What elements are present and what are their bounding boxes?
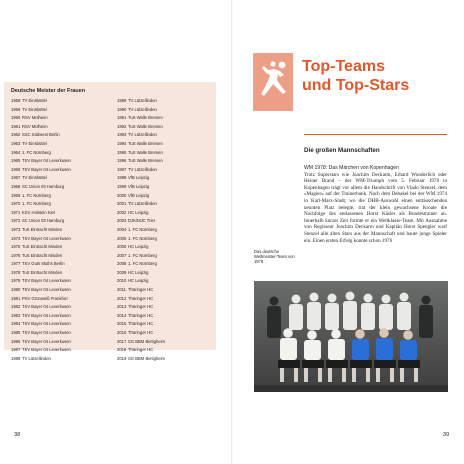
champion-club: 1. FC Nürnberg xyxy=(22,149,51,155)
champion-year: 1980 xyxy=(11,287,21,293)
table-row xyxy=(11,193,71,202)
table-row xyxy=(11,253,71,262)
chapter-heading xyxy=(302,58,409,95)
chapter-heading-line-2: und Top-Stars xyxy=(302,76,410,94)
champions-column-2 xyxy=(117,98,165,364)
table-row xyxy=(117,201,165,210)
champion-year: 1976 xyxy=(11,252,21,258)
table-row xyxy=(11,115,71,124)
champion-year: 2016 xyxy=(117,330,127,336)
champion-year: 2019 xyxy=(117,355,127,361)
champion-club: TV Einsbüttel xyxy=(22,98,47,103)
table-row xyxy=(11,175,71,184)
table-row xyxy=(117,356,165,365)
table-row xyxy=(117,270,165,279)
table-row xyxy=(117,132,165,141)
champion-club: Thüringer HC xyxy=(128,295,154,301)
champion-year: 1967 xyxy=(11,175,21,181)
table-row xyxy=(11,339,71,348)
table-row xyxy=(11,98,71,107)
table-row xyxy=(11,304,71,313)
champion-year: 2007 xyxy=(117,252,127,258)
champion-year: 1978 xyxy=(11,269,21,275)
table-row xyxy=(11,227,71,236)
table-row xyxy=(11,158,71,167)
champion-club: TV Lützellinden xyxy=(128,166,157,172)
photo-caption: Das deutsche Weltmeister-Team von 1978 xyxy=(254,249,295,264)
champion-club: SC Union 03 Hamburg xyxy=(22,218,65,224)
champion-year: 1997 xyxy=(117,166,127,172)
table-row xyxy=(117,330,165,339)
champion-year: 1963 xyxy=(11,140,21,146)
champion-year: 1992 xyxy=(117,123,127,129)
handball-player-icon xyxy=(253,53,293,111)
champion-year: 1982 xyxy=(11,304,21,310)
table-row xyxy=(11,184,71,193)
section-divider xyxy=(304,134,447,135)
champion-club: TV Lützellinden xyxy=(128,201,157,207)
champion-club: TSV Bayer 04 Leverkusen xyxy=(22,312,71,318)
champion-year: 1964 xyxy=(11,149,21,155)
table-row xyxy=(117,115,165,124)
table-row xyxy=(117,98,165,107)
table-row xyxy=(11,330,71,339)
table-row xyxy=(117,193,165,202)
page-number-left: 38 xyxy=(14,432,21,438)
champion-year: 1969 xyxy=(11,192,21,198)
champion-club: 1. FC Nürnberg xyxy=(22,192,51,198)
table-row xyxy=(11,313,71,322)
champion-club: TV Einsbüttel xyxy=(22,140,47,146)
table-row xyxy=(117,227,165,236)
table-row xyxy=(117,236,165,245)
table-row xyxy=(117,107,165,116)
champion-year: 1968 xyxy=(11,183,21,189)
table-row xyxy=(117,287,165,296)
champion-club: TSV Bayer 04 Leverkusen xyxy=(22,235,71,241)
champion-club: HC Leipzig xyxy=(128,244,149,250)
table-row xyxy=(117,296,165,305)
champion-club: TV Lützellinden xyxy=(22,355,51,361)
champion-year: 1983 xyxy=(11,312,21,318)
table-row xyxy=(11,167,71,176)
book-gutter xyxy=(231,0,233,464)
champion-club: SC Union 03 Hamburg xyxy=(22,183,65,189)
champion-year: 1995 xyxy=(117,149,127,155)
champion-club: SSC Südwest Berlin xyxy=(22,132,60,138)
champion-club: HC Leipzig xyxy=(128,278,149,284)
champion-club: SG BBM Bietigheim xyxy=(128,338,166,344)
champion-club: SG BBM Bietigheim xyxy=(128,355,166,361)
champion-year: 1966 xyxy=(11,166,21,172)
champion-year: 1977 xyxy=(11,261,21,267)
champion-year: 1985 xyxy=(11,330,21,336)
champions-table xyxy=(4,82,216,361)
champion-club: PSV Grünweiß Frankfurt xyxy=(22,295,68,301)
champion-year: 1990 xyxy=(117,106,127,112)
table-row xyxy=(117,150,165,159)
champion-year: 1981 xyxy=(11,295,21,301)
table-row xyxy=(117,167,165,176)
table-row xyxy=(117,253,165,262)
champion-year: 2003 xyxy=(117,218,127,224)
section-title: Die großen Mannschaften xyxy=(304,147,380,154)
table-row xyxy=(117,184,165,193)
table-row xyxy=(117,210,165,219)
table-row xyxy=(11,201,71,210)
champion-club: TuS Walle Bremen xyxy=(128,149,163,155)
champion-club: VfB Leipzig xyxy=(128,192,150,198)
champion-club: 1. FC Nürnberg xyxy=(128,261,157,267)
table-row xyxy=(117,158,165,167)
chapter-heading-line-1: Top-Teams xyxy=(302,58,385,75)
champion-year: 1984 xyxy=(11,321,21,327)
champions-column-1 xyxy=(11,98,71,364)
champion-year: 1979 xyxy=(11,278,21,284)
champion-club: VfB Leipzig xyxy=(128,175,150,181)
champion-club: TV Einsbüttel xyxy=(22,106,47,112)
champion-year: 1960 xyxy=(11,115,21,121)
champion-year: 1974 xyxy=(11,235,21,241)
table-row xyxy=(117,244,165,253)
table-row xyxy=(117,141,165,150)
champion-club: RSV Mülheim xyxy=(22,115,48,121)
article-body: Trotz Superstars wie Joachim Deckarm, Erhard Wunderlich oder Heiner Brand – der WM-Triumph vom 5. Februar 1978 in Kopenhagen trägt vor allem die Handschrift von Vlado Stenzel, dem »Magier« auf der Trainerbank. Nach dem Debakel bei der WM 1974 in Karl-Marx-Stadt, wo die DHB-Auswahl einen enttäuschenden neunten Platz belegte, trat der klein gewachsene Kroate die Nachfolge des entlassenen Horst Käsler als Bundestrainer an. Innerhalb kurzer Zeit formte er ein Weltklasse-Team. Mit Ausnahme von Regisseur Joachim Deckarm und Kapitän Horst Spengler warf Stenzel alle alten Stars aus der Mannschaft und baute junge Spieler ein. Einen ersten Erfolg konnte schon 1976 xyxy=(304,171,447,244)
champion-year: 1994 xyxy=(117,140,127,146)
champion-year: 1975 xyxy=(11,244,21,250)
champion-year: 1998 xyxy=(117,175,127,181)
table-row xyxy=(117,124,165,133)
table-row xyxy=(11,150,71,159)
champion-year: 2005 xyxy=(117,235,127,241)
champion-year: 2012 xyxy=(117,295,127,301)
table-row xyxy=(117,321,165,330)
champion-club: Thüringer HC xyxy=(128,330,154,336)
table-row xyxy=(11,236,71,245)
champion-year: 1987 xyxy=(11,347,21,353)
table-row xyxy=(11,107,71,116)
champion-club: TSV Bayer 04 Leverkusen xyxy=(22,278,71,284)
table-row xyxy=(11,321,71,330)
champion-year: 1989 xyxy=(117,98,127,103)
champion-year: 2009 xyxy=(117,269,127,275)
champion-year: 2011 xyxy=(117,287,127,293)
champion-club: DJK/MJC Trier xyxy=(128,218,156,224)
champion-club: TuS Walle Bremen xyxy=(128,115,163,121)
champion-club: Thüringer HC xyxy=(128,321,154,327)
champion-club: TV Lützellinden xyxy=(128,132,157,138)
table-row xyxy=(117,278,165,287)
champion-year: 1993 xyxy=(117,132,127,138)
champion-year: 2001 xyxy=(117,201,127,207)
champion-year: 1988 xyxy=(11,355,21,361)
champion-club: VfB Leipzig xyxy=(128,183,150,189)
champion-club: Thüringer HC xyxy=(128,304,154,310)
table-row xyxy=(117,313,165,322)
champion-year: 1961 xyxy=(11,123,21,129)
champion-year: 2017 xyxy=(117,338,127,344)
table-row xyxy=(11,218,71,227)
champion-year: 2018 xyxy=(117,347,127,353)
table-row xyxy=(117,347,165,356)
champion-club: RSV Mülheim xyxy=(22,123,48,129)
champion-year: 1971 xyxy=(11,209,21,215)
champion-club: TuS Eintracht Minden xyxy=(22,269,63,275)
champion-club: TSV Bayer 04 Leverkusen xyxy=(22,158,71,164)
table-row xyxy=(11,270,71,279)
champion-year: 2010 xyxy=(117,278,127,284)
champion-club: HC Leipzig xyxy=(128,269,149,275)
champion-year: 2000 xyxy=(117,192,127,198)
champion-year: 2006 xyxy=(117,244,127,250)
champion-club: Thüringer HC xyxy=(128,312,154,318)
table-row xyxy=(11,210,71,219)
champion-year: 2013 xyxy=(117,304,127,310)
champion-club: TSV Bayer 04 Leverkusen xyxy=(22,166,71,172)
champion-year: 2002 xyxy=(117,209,127,215)
champion-year: 1965 xyxy=(11,158,21,164)
champion-year: 1972 xyxy=(11,218,21,224)
table-row xyxy=(11,261,71,270)
page-number-right: 39 xyxy=(443,432,450,438)
champion-year: 2014 xyxy=(117,312,127,318)
champion-year: 1970 xyxy=(11,201,21,207)
champion-year: 1986 xyxy=(11,338,21,344)
table-row xyxy=(117,218,165,227)
champion-club: 1. FC Nürnberg xyxy=(128,252,157,258)
champion-year: 1962 xyxy=(11,132,21,138)
table-row xyxy=(11,244,71,253)
champion-club: TSV Bayer 04 Leverkusen xyxy=(22,304,71,310)
article-text xyxy=(304,165,447,244)
champion-club: TSV Bayer 04 Leverkusen xyxy=(22,347,71,353)
champion-club: TuS Walle Bremen xyxy=(128,140,163,146)
champion-club: TV Lützellinden xyxy=(128,98,157,103)
champion-year: 1958 xyxy=(11,98,21,103)
champion-year: 1991 xyxy=(117,115,127,121)
champion-club: Thüringer HC xyxy=(128,347,154,353)
champion-year: 1999 xyxy=(117,183,127,189)
champion-year: 2008 xyxy=(117,261,127,267)
champion-year: 2015 xyxy=(117,321,127,327)
champion-club: TSV Bayer 04 Leverkusen xyxy=(22,287,71,293)
table-row xyxy=(11,278,71,287)
team-photo xyxy=(254,281,448,392)
champion-club: 1. FC Nürnberg xyxy=(128,235,157,241)
champion-club: TuS Walle Bremen xyxy=(128,158,163,164)
table-row xyxy=(11,141,71,150)
table-row xyxy=(11,347,71,356)
champion-year: 2004 xyxy=(117,226,127,232)
champion-club: TuS Eintracht Minden xyxy=(22,226,63,232)
champion-club: TSV Bayer 04 Leverkusen xyxy=(22,330,71,336)
champion-club: 1. FC Nürnberg xyxy=(128,226,157,232)
champion-club: HC Leipzig xyxy=(128,209,149,215)
table-row xyxy=(11,296,71,305)
table-row xyxy=(11,287,71,296)
champion-club: Thüringer HC xyxy=(128,287,154,293)
table-row xyxy=(117,304,165,313)
champion-club: 1. FC Nürnberg xyxy=(22,201,51,207)
champion-club: KSV Holstein Kiel xyxy=(22,209,55,215)
article-lead: WM 1978: Das Märchen von Kopenhagen xyxy=(304,165,399,171)
table-row xyxy=(117,175,165,184)
champion-club: TuS Eintracht Minden xyxy=(22,252,63,258)
champion-club: TuS Eintracht Minden xyxy=(22,244,63,250)
table-row xyxy=(117,339,165,348)
table-row xyxy=(11,124,71,133)
champion-club: TSV Bayer 04 Leverkusen xyxy=(22,321,71,327)
champion-year: 1959 xyxy=(11,106,21,112)
table-row xyxy=(117,261,165,270)
champions-table-title: Deutsche Meister der Frauen xyxy=(11,88,85,94)
champion-club: TuS Walle Bremen xyxy=(128,123,163,129)
champion-club: TV Einsbüttel xyxy=(22,175,47,181)
table-row xyxy=(11,356,71,365)
champion-year: 1996 xyxy=(117,158,127,164)
champion-club: TSV Guts Muths Berlin xyxy=(22,261,65,267)
champion-year: 1973 xyxy=(11,226,21,232)
champion-club: TV Lützellinden xyxy=(128,106,157,112)
table-row xyxy=(11,132,71,141)
champion-club: TSV Bayer 04 Leverkusen xyxy=(22,338,71,344)
